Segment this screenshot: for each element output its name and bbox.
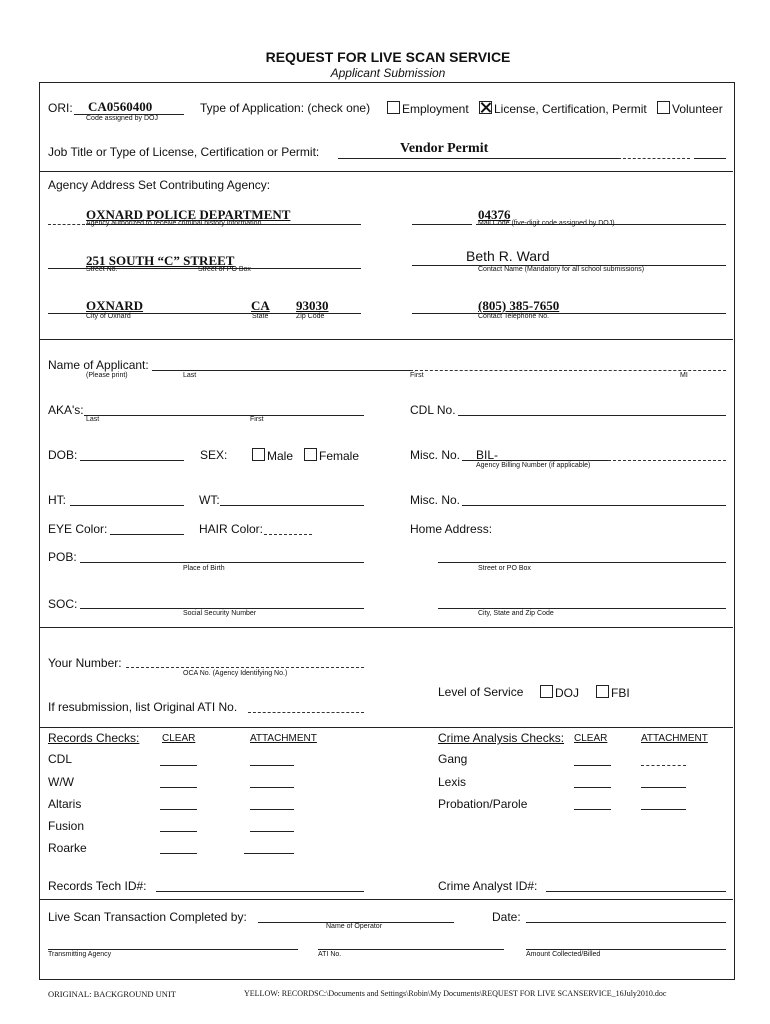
- soc-line: [80, 608, 364, 609]
- pob-label: POB:: [48, 550, 77, 564]
- sex-male-option[interactable]: [252, 448, 293, 463]
- amount-line: [526, 949, 726, 950]
- sex-label: SEX:: [200, 448, 228, 462]
- records-item-fusion: Fusion: [48, 819, 85, 833]
- dob-label: DOB:: [48, 448, 78, 462]
- dob-line: [80, 460, 184, 461]
- eye-line: [110, 534, 184, 535]
- crime-lexis-clear[interactable]: [574, 787, 611, 788]
- agency-name[interactable]: OXNARD POLICE DEPARTMENT: [86, 207, 291, 222]
- agency-street-caption-no: Street No.: [86, 266, 118, 273]
- soc-label: SOC:: [48, 597, 78, 611]
- mail-code-line: [412, 224, 472, 225]
- home-city-caption: City, State and Zip Code: [478, 610, 554, 617]
- ati-line: [318, 949, 504, 950]
- job-title-line-end: [694, 158, 726, 159]
- applicant-caption-last: Last: [183, 372, 197, 379]
- fbi-checkbox[interactable]: [596, 685, 609, 698]
- records-tech-line: [156, 891, 364, 892]
- divider-4: [39, 727, 733, 728]
- male-label: Male: [267, 449, 294, 463]
- doj-checkbox[interactable]: [540, 685, 553, 698]
- agency-state-caption: State: [252, 313, 269, 320]
- misc1-value[interactable]: BIL-: [476, 448, 499, 462]
- eye-label: EYE Color:: [48, 522, 108, 536]
- ht-line: [70, 505, 184, 506]
- pob-caption: Place of Birth: [183, 565, 225, 572]
- job-title-line: [338, 158, 618, 159]
- application-type-label: Type of Application: (check one): [200, 101, 371, 115]
- ori-caption: Code assigned by DOJ: [86, 115, 158, 122]
- agency-street-caption-name: Street or PO Box: [198, 266, 251, 273]
- agency-zip[interactable]: 93030: [296, 298, 329, 313]
- applicant-name-line: [152, 370, 410, 371]
- records-cdl-attach[interactable]: [250, 765, 294, 766]
- home-address-label: Home Address:: [410, 522, 493, 536]
- records-fusion-attach[interactable]: [250, 831, 294, 832]
- crime-analyst-line: [546, 891, 726, 892]
- job-title-line-dash: [618, 158, 690, 159]
- your-number-line: [126, 667, 364, 668]
- agency-name-caption: Agency authorized to receive criminal history information: [86, 220, 262, 227]
- records-clear-heading: CLEAR: [162, 733, 196, 744]
- employment-label: Employment: [402, 102, 469, 116]
- contact-name[interactable]: Beth R. Ward: [466, 248, 550, 264]
- job-title-label: Job Title or Type of License, Certification or Permit:: [48, 145, 320, 159]
- cdl-line: [458, 415, 726, 416]
- contact-phone[interactable]: (805) 385-7650: [478, 298, 560, 313]
- fbi-label: FBI: [611, 686, 630, 700]
- misc2-line: [462, 505, 726, 506]
- crime-item-lexis: Lexis: [438, 775, 467, 789]
- volunteer-label: Volunteer: [672, 102, 723, 116]
- license-checkbox-checked[interactable]: [479, 101, 492, 114]
- records-ww-clear[interactable]: [160, 787, 197, 788]
- applicant-caption-print: (Please print): [86, 372, 128, 379]
- home-city-line: [438, 608, 726, 609]
- job-title-value[interactable]: Vendor Permit: [400, 141, 489, 156]
- misc1-label: Misc. No.: [410, 448, 461, 462]
- employment-checkbox[interactable]: [387, 101, 400, 114]
- form-subtitle: Applicant Submission: [330, 66, 446, 80]
- records-checks-heading: Records Checks:: [48, 731, 140, 745]
- crime-attachment-heading: ATTACHMENT: [641, 733, 708, 744]
- records-item-roarke: Roarke: [48, 841, 87, 855]
- wt-line: [220, 505, 364, 506]
- date-label: Date:: [492, 910, 521, 924]
- records-roarke-clear[interactable]: [160, 853, 197, 854]
- divider-3: [39, 627, 733, 628]
- crime-clear-heading: CLEAR: [574, 733, 608, 744]
- level-of-service-label: Level of Service: [438, 685, 524, 699]
- soc-caption: Social Security Number: [183, 610, 257, 617]
- home-street-caption: Street or PO Box: [478, 565, 531, 572]
- ori-value[interactable]: CA0560400: [88, 99, 153, 114]
- divider-5: [39, 899, 733, 900]
- home-street-line: [438, 562, 726, 563]
- mail-code[interactable]: 04376: [478, 207, 511, 222]
- app-option-license[interactable]: [479, 101, 647, 116]
- transmitting-caption: Transmitting Agency: [48, 951, 112, 958]
- applicant-name-label: Name of Applicant:: [48, 358, 149, 372]
- crime-gang-attach[interactable]: [641, 765, 686, 766]
- hair-label: HAIR Color:: [199, 522, 264, 536]
- ori-label: ORI:: [48, 101, 73, 115]
- doj-label: DOJ: [555, 686, 579, 700]
- mail-code-caption: Mail Code (five-digit code assigned by DOJ): [478, 220, 615, 227]
- crime-lexis-attach[interactable]: [641, 787, 686, 788]
- form-title: REQUEST FOR LIVE SCAN SERVICE: [265, 49, 511, 65]
- records-cdl-clear[interactable]: [160, 765, 197, 766]
- license-label: License, Certification, Permit: [494, 102, 647, 116]
- resubmission-line: [248, 712, 364, 713]
- agency-section-label: Agency Address Set Contributing Agency:: [48, 178, 271, 192]
- applicant-caption-first: First: [410, 372, 424, 379]
- crime-probation-clear[interactable]: [574, 809, 611, 810]
- aka-caption-first: First: [250, 416, 264, 423]
- footer-left: ORIGINAL: BACKGROUND UNIT: [48, 989, 176, 999]
- ht-label: HT:: [48, 493, 66, 507]
- volunteer-checkbox[interactable]: [657, 101, 670, 114]
- transmitting-line: [48, 949, 298, 950]
- records-item-altaris: Altaris: [48, 797, 82, 811]
- divider-1: [39, 171, 733, 172]
- agency-city-caption: City of Oxnard: [86, 313, 131, 320]
- crime-checks-heading: Crime Analysis Checks:: [438, 731, 565, 745]
- records-item-ww: W/W: [48, 775, 74, 789]
- ati-caption: ATI No.: [318, 951, 342, 958]
- your-number-label: Your Number:: [48, 656, 122, 670]
- records-ww-attach[interactable]: [250, 787, 294, 788]
- pob-line: [80, 562, 364, 563]
- contact-name-caption: Contact Name (Mandatory for all school submissions): [478, 266, 645, 273]
- app-option-volunteer[interactable]: [657, 101, 723, 116]
- amount-caption: Amount Collected/Billed: [526, 951, 601, 958]
- records-tech-label: Records Tech ID#:: [48, 879, 147, 893]
- resubmission-label: If resubmission, list Original ATI No.: [48, 700, 238, 714]
- operator-caption: Name of Operator: [326, 923, 383, 930]
- contact-phone-line: [412, 313, 726, 314]
- crime-item-probation: Probation/Parole: [438, 797, 528, 811]
- records-roarke-attach[interactable]: [244, 853, 294, 854]
- crime-gang-clear[interactable]: [574, 765, 611, 766]
- misc2-label: Misc. No.: [410, 493, 461, 507]
- aka-caption-last: Last: [86, 416, 100, 423]
- app-option-employment[interactable]: [387, 101, 469, 116]
- crime-probation-attach[interactable]: [641, 809, 686, 810]
- misc1-caption: Agency Billing Number (if applicable): [476, 462, 591, 469]
- agency-city[interactable]: OXNARD: [86, 298, 144, 313]
- agency-street[interactable]: 251 SOUTH “C” STREET: [86, 253, 235, 268]
- applicant-caption-mi: MI: [680, 372, 688, 379]
- wt-label: WT:: [199, 493, 220, 507]
- date-line: [526, 922, 726, 923]
- records-fusion-clear[interactable]: [160, 831, 197, 832]
- male-checkbox[interactable]: [252, 448, 265, 461]
- aka-line: [84, 415, 364, 416]
- hair-line: [264, 534, 312, 535]
- level-doj-option[interactable]: [540, 685, 579, 700]
- your-number-caption: OCA No. (Agency Identifying No.): [183, 670, 288, 677]
- level-fbi-option[interactable]: [596, 685, 630, 700]
- agency-zip-caption: Zip Code: [296, 313, 325, 320]
- records-attachment-heading: ATTACHMENT: [250, 733, 317, 744]
- records-item-cdl: CDL: [48, 752, 73, 766]
- female-label: Female: [319, 449, 360, 463]
- misc1-line-2: [608, 460, 726, 461]
- records-altaris-attach[interactable]: [250, 809, 294, 810]
- records-altaris-clear[interactable]: [160, 809, 197, 810]
- agency-state[interactable]: CA: [251, 298, 270, 313]
- applicant-name-line-2: [410, 370, 726, 371]
- sex-female-option[interactable]: [304, 448, 359, 463]
- agency-name-dash: [48, 224, 85, 225]
- cdl-label: CDL No.: [410, 403, 456, 417]
- divider-2: [39, 339, 733, 340]
- crime-analyst-label: Crime Analyst ID#:: [438, 879, 538, 893]
- footer-right: YELLOW: RECORDSC:\Documents and Settings\Robin\My Documents\REQUEST FOR LIVE SCANSERVICE_16July2010.doc: [244, 989, 667, 998]
- misc1-line: [462, 460, 608, 461]
- contact-phone-caption: Contact Telephone No.: [478, 313, 550, 320]
- aka-label: AKA's:: [48, 403, 84, 417]
- female-checkbox[interactable]: [304, 448, 317, 461]
- crime-item-gang: Gang: [438, 752, 468, 766]
- completed-by-label: Live Scan Transaction Completed by:: [48, 910, 247, 924]
